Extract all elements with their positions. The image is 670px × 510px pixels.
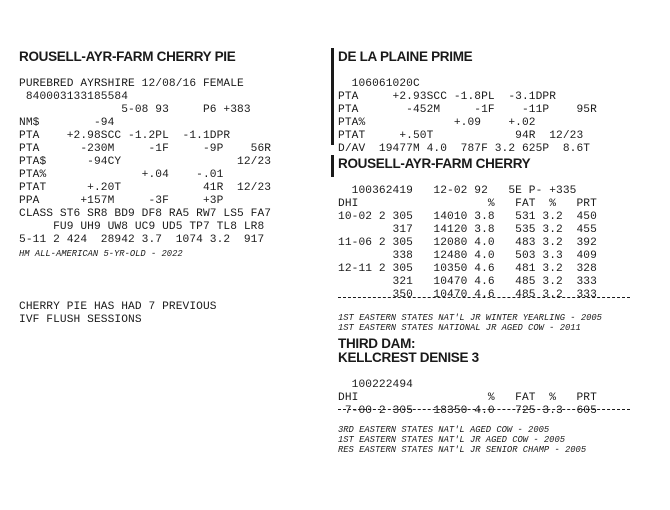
dam-divider-bar — [331, 155, 334, 177]
award-line: 1ST EASTERN STATES NAT'L JR WINTER YEARLING - 2005 — [338, 313, 602, 323]
detail-line: 840003133185584 — [19, 91, 129, 103]
detail-line: PTA$ -94CY 12/23 — [19, 156, 272, 168]
notes — [19, 288, 217, 340]
award-line: RES EASTERN STATES NAT'L JR SENIOR CHAMP - 2005 — [338, 445, 587, 455]
detail-line: PTA% +.04 -.01 — [19, 169, 224, 181]
third-dam-line: 7-00 2 305 18350 4.0 725 3.3 605 — [338, 405, 597, 417]
note-line: IVF FLUSH SESSIONS — [19, 314, 142, 326]
detail-line: 5-08 93 P6 +383 — [19, 104, 251, 116]
award-line: 3RD EASTERN STATES NAT'L AGED COW - 2005 — [338, 425, 550, 435]
dam-dashed-divider — [338, 297, 630, 298]
dam-details — [338, 172, 597, 315]
detail-line: NM$ -94 — [19, 117, 115, 129]
detail-line: PTA +2.98SCC -1.2PL -1.1DPR — [19, 130, 231, 142]
detail-line: CLASS ST6 SR8 BD9 DF8 RA5 RW7 LS5 FA7 — [19, 208, 272, 220]
note-line: CHERRY PIE HAS HAD 7 PREVIOUS — [19, 301, 217, 313]
award-line: 1ST EASTERN STATES NAT'L JR AGED COW - 2005 — [338, 435, 565, 445]
sire-line: 106061020C — [338, 78, 420, 90]
sire-divider-bar — [331, 48, 334, 145]
dam-line: 350 10470 4.6 485 3.2 333 — [338, 289, 597, 301]
detail-line: FU9 UH9 UW8 UC9 UD5 TP7 TL8 LR8 — [19, 221, 265, 233]
dam-line: 10-02 2 305 14010 3.8 531 3.2 450 — [338, 211, 597, 223]
third-dam-awards — [338, 415, 586, 465]
animal-details — [19, 65, 271, 260]
sire-details — [338, 65, 597, 169]
sire-line: PTA% +.09 +.02 — [338, 117, 536, 129]
dam-line: 321 10470 4.6 485 3.2 333 — [338, 276, 597, 288]
dam-line: 317 14120 3.8 535 3.2 455 — [338, 224, 597, 236]
dam-line: DHI % FAT % PRT — [338, 198, 597, 210]
sire-line: PTA +2.93SCC -1.8PL -3.1DPR — [338, 91, 557, 103]
sire-name-heading: DE LA PLAINE PRIME — [338, 49, 473, 64]
third-dam-label: THIRD DAM: — [338, 336, 416, 351]
third-dam-line: 100222494 — [338, 379, 413, 391]
detail-line: PPA +157M -3F +3P — [19, 195, 224, 207]
dam-name-heading: ROUSELL-AYR-FARM CHERRY — [338, 156, 531, 171]
detail-line: PTA -230M -1F -9P 56R — [19, 143, 272, 155]
dam-line: 100362419 12-02 92 5E P- +335 — [338, 185, 577, 197]
third-dam-line: DHI % FAT % PRT — [338, 392, 597, 404]
award-line: HM ALL-AMERICAN 5-YR-OLD - 2022 — [19, 249, 183, 259]
detail-line: 5-11 2 424 28942 3.7 1074 3.2 917 — [19, 234, 265, 246]
dam-line: 12-11 2 305 10350 4.6 481 3.2 328 — [338, 263, 597, 275]
sire-line: PTA -452M -1F -11P 95R — [338, 104, 597, 116]
detail-line: PTAT +.20T 41R 12/23 — [19, 182, 272, 194]
third-dam-name-heading: KELLCREST DENISE 3 — [338, 350, 479, 365]
detail-line: PUREBRED AYRSHIRE 12/08/16 FEMALE — [19, 78, 244, 90]
award-line: 1ST EASTERN STATES NATIONAL JR AGED COW - 2011 — [338, 323, 581, 333]
sire-line: PTAT +.50T 94R 12/23 — [338, 130, 584, 142]
animal-name-heading: ROUSELL-AYR-FARM CHERRY PIE — [19, 49, 236, 64]
dam-line: 11-06 2 305 12080 4.0 483 3.2 392 — [338, 237, 597, 249]
dam-line: 338 12480 4.0 503 3.3 409 — [338, 250, 597, 262]
sire-line: D/AV 19477M 4.0 787F 3.2 625P 8.6T — [338, 143, 591, 155]
third-dam-dashed-divider — [338, 409, 630, 410]
